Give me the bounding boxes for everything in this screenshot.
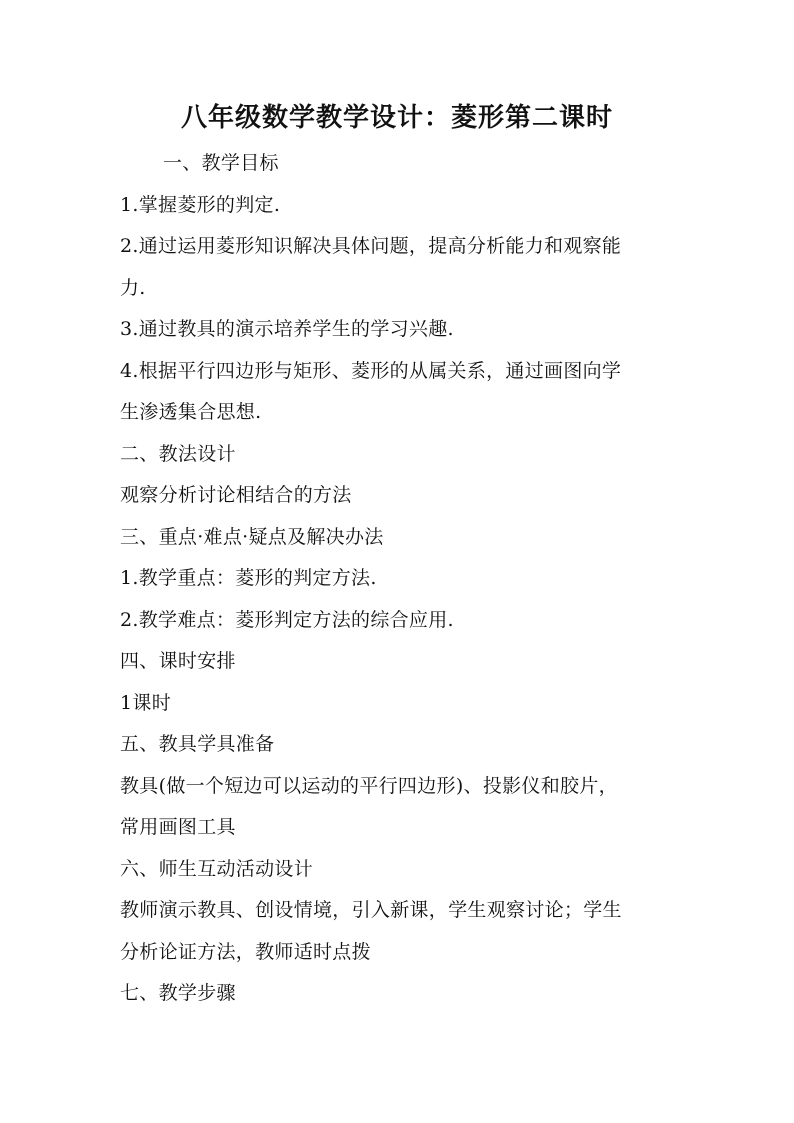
section-heading-objectives: 一、教学目标 — [163, 152, 279, 174]
section-heading-steps: 七、教学步骤 — [120, 982, 236, 1004]
text-line: 3.通过教具的演示培养学生的学习兴趣. — [120, 318, 454, 340]
text-line: 分析论证方法，教师适时点拨 — [120, 940, 371, 963]
section-heading-method: 二、教法设计 — [120, 442, 236, 465]
text-line: 教具(做一个短边可以运动的平行四边形)、投影仪和胶片， — [120, 774, 618, 797]
text-line: 4.根据平行四边形与矩形、菱形的从属关系，通过画图向学 — [120, 359, 622, 382]
text-line: 2.教学难点：菱形判定方法的综合应用. — [120, 608, 454, 631]
text-line: 1.教学重点：菱形的判定方法. — [120, 567, 377, 589]
section-heading-activities: 六、师生互动活动设计 — [120, 857, 314, 880]
text-line: 2.通过运用菱形知识解决具体问题，提高分析能力和观察能 — [120, 235, 622, 257]
text-line: 1.掌握菱形的判定. — [120, 193, 281, 216]
text-line: 力. — [120, 276, 146, 299]
section-heading-schedule: 四、课时安排 — [120, 650, 236, 672]
document-body — [120, 143, 680, 1015]
text-line: 生渗透集合思想. — [120, 401, 262, 423]
document-title: 八年级数学教学设计：菱形第二课时 — [180, 103, 613, 133]
text-line: 1课时 — [120, 691, 171, 714]
text-line: 教师演示教具、创设情境，引入新课，学生观察讨论；学生 — [120, 899, 622, 921]
text-line: 观察分析讨论相结合的方法 — [120, 484, 352, 506]
section-heading-materials: 五、教具学具准备 — [120, 733, 275, 755]
text-line: 常用画图工具 — [120, 816, 236, 838]
section-heading-key-points: 三、重点·难点·疑点及解决办法 — [120, 525, 384, 548]
